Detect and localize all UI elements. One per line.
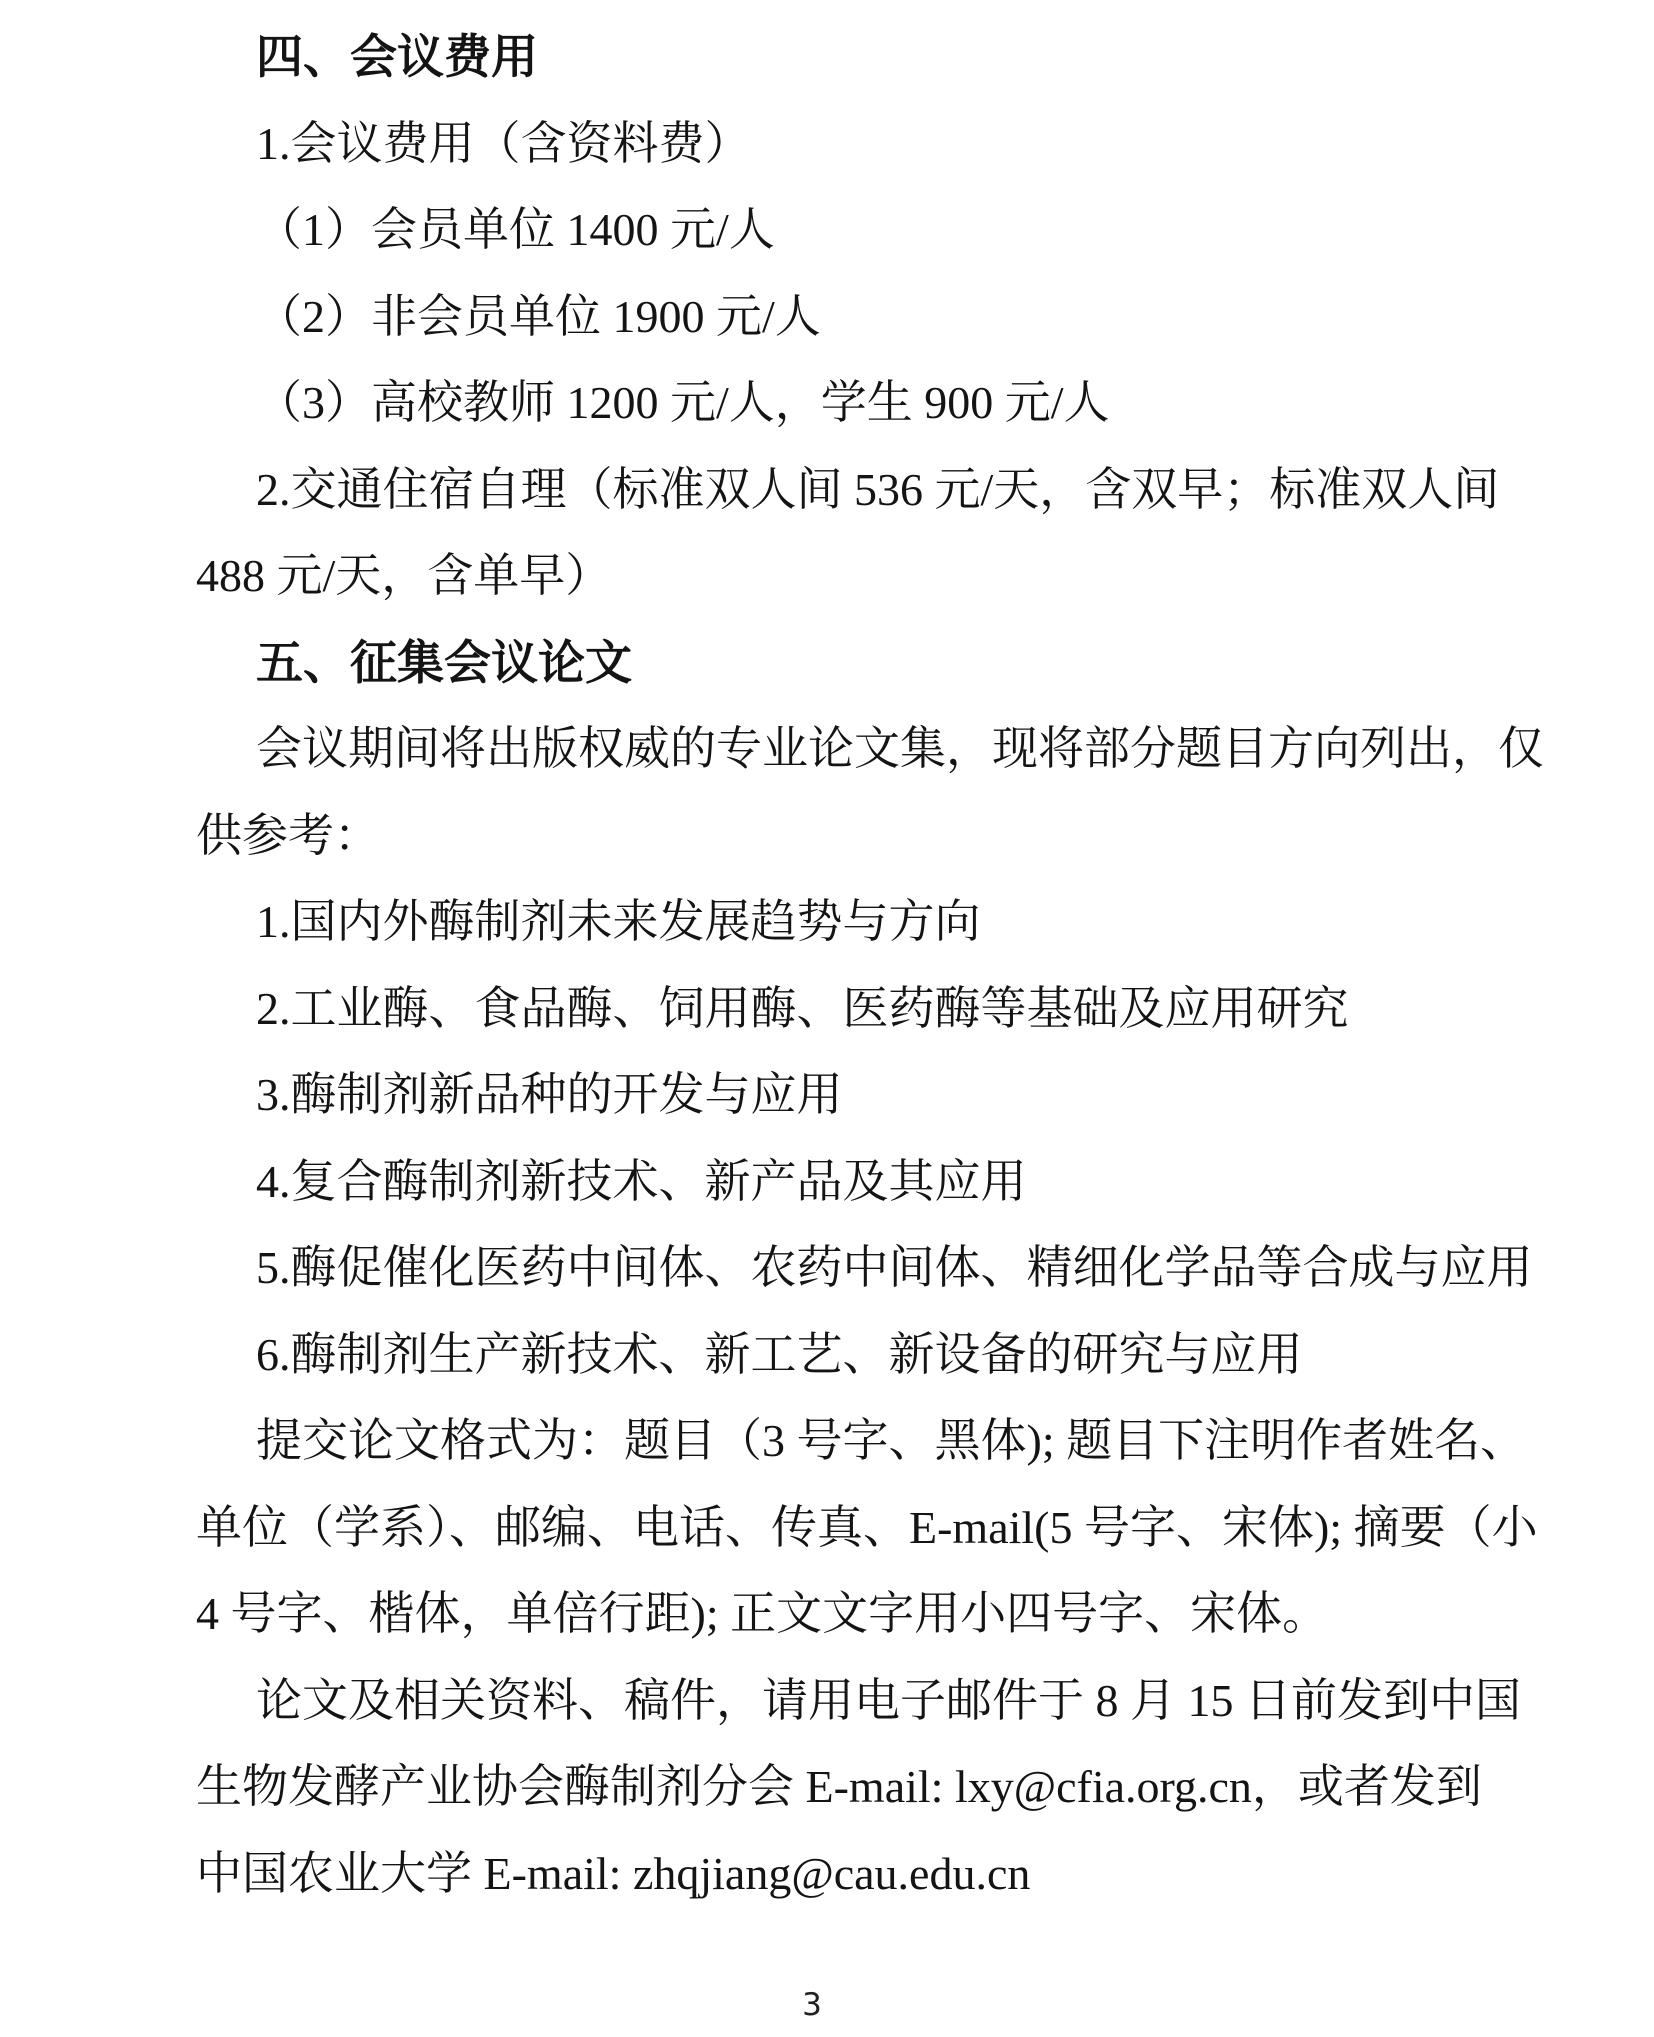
fee-teacher-student: （3）高校教师 1200 元/人，学生 900 元/人 xyxy=(256,377,1110,428)
papers-intro-line1: 会议期间将出版权威的专业论文集，现将部分题目方向列出，仅 xyxy=(256,723,1544,774)
transport-lodging-line1: 2.交通住宿自理（标准双人间 536 元/天，含双早；标准双人间 xyxy=(256,463,1500,515)
format-line1: 提交论文格式为：题目（3 号字、黑体); 题目下注明作者姓名、 xyxy=(256,1415,1527,1466)
document-body xyxy=(196,14,1544,1917)
topic-6: 6.酶制剂生产新技术、新工艺、新设备的研究与应用 xyxy=(256,1328,1303,1380)
submission-line3: 中国农业大学 E-mail: zhqjiang@cau.edu.cn xyxy=(196,1847,1031,1899)
format-line2: 单位（学系）、邮编、电话、传真、E-mail(5 号字、宋体); 摘要（小 xyxy=(196,1501,1538,1553)
submission-line1: 论文及相关资料、稿件，请用电子邮件于 8 月 15 日前发到中国 xyxy=(256,1674,1521,1726)
transport-lodging-line2: 488 元/天，含单早） xyxy=(196,550,612,601)
topic-1: 1.国内外酶制剂未来发展趋势与方向 xyxy=(256,896,981,947)
topic-4: 4.复合酶制剂新技术、新产品及其应用 xyxy=(256,1155,1027,1207)
format-line3: 4 号字、楷体，单倍行距); 正文文字用小四号字、宋体。 xyxy=(196,1588,1329,1639)
papers-intro-line2: 供参考： xyxy=(196,809,380,861)
submission-line2: 生物发酵产业协会酶制剂分会 E-mail: lxy@cfia.org.cn，或者发到 xyxy=(196,1761,1482,1812)
topic-3: 3.酶制剂新品种的开发与应用 xyxy=(256,1069,843,1120)
fees-intro: 1.会议费用（含资料费） xyxy=(256,117,751,169)
topic-5: 5.酶促催化医药中间体、农药中间体、精细化学品等合成与应用 xyxy=(256,1242,1533,1293)
fee-member: （1）会员单位 1400 元/人 xyxy=(256,204,775,255)
section-fees-heading: 四、会议费用 xyxy=(256,30,538,83)
topic-2: 2.工业酶、食品酶、饲用酶、医药酶等基础及应用研究 xyxy=(256,982,1349,1034)
section-papers-heading: 五、征集会议论文 xyxy=(256,635,632,689)
page-number: 3 xyxy=(802,1987,822,2023)
fee-nonmember: （2）非会员单位 1900 元/人 xyxy=(256,290,821,342)
